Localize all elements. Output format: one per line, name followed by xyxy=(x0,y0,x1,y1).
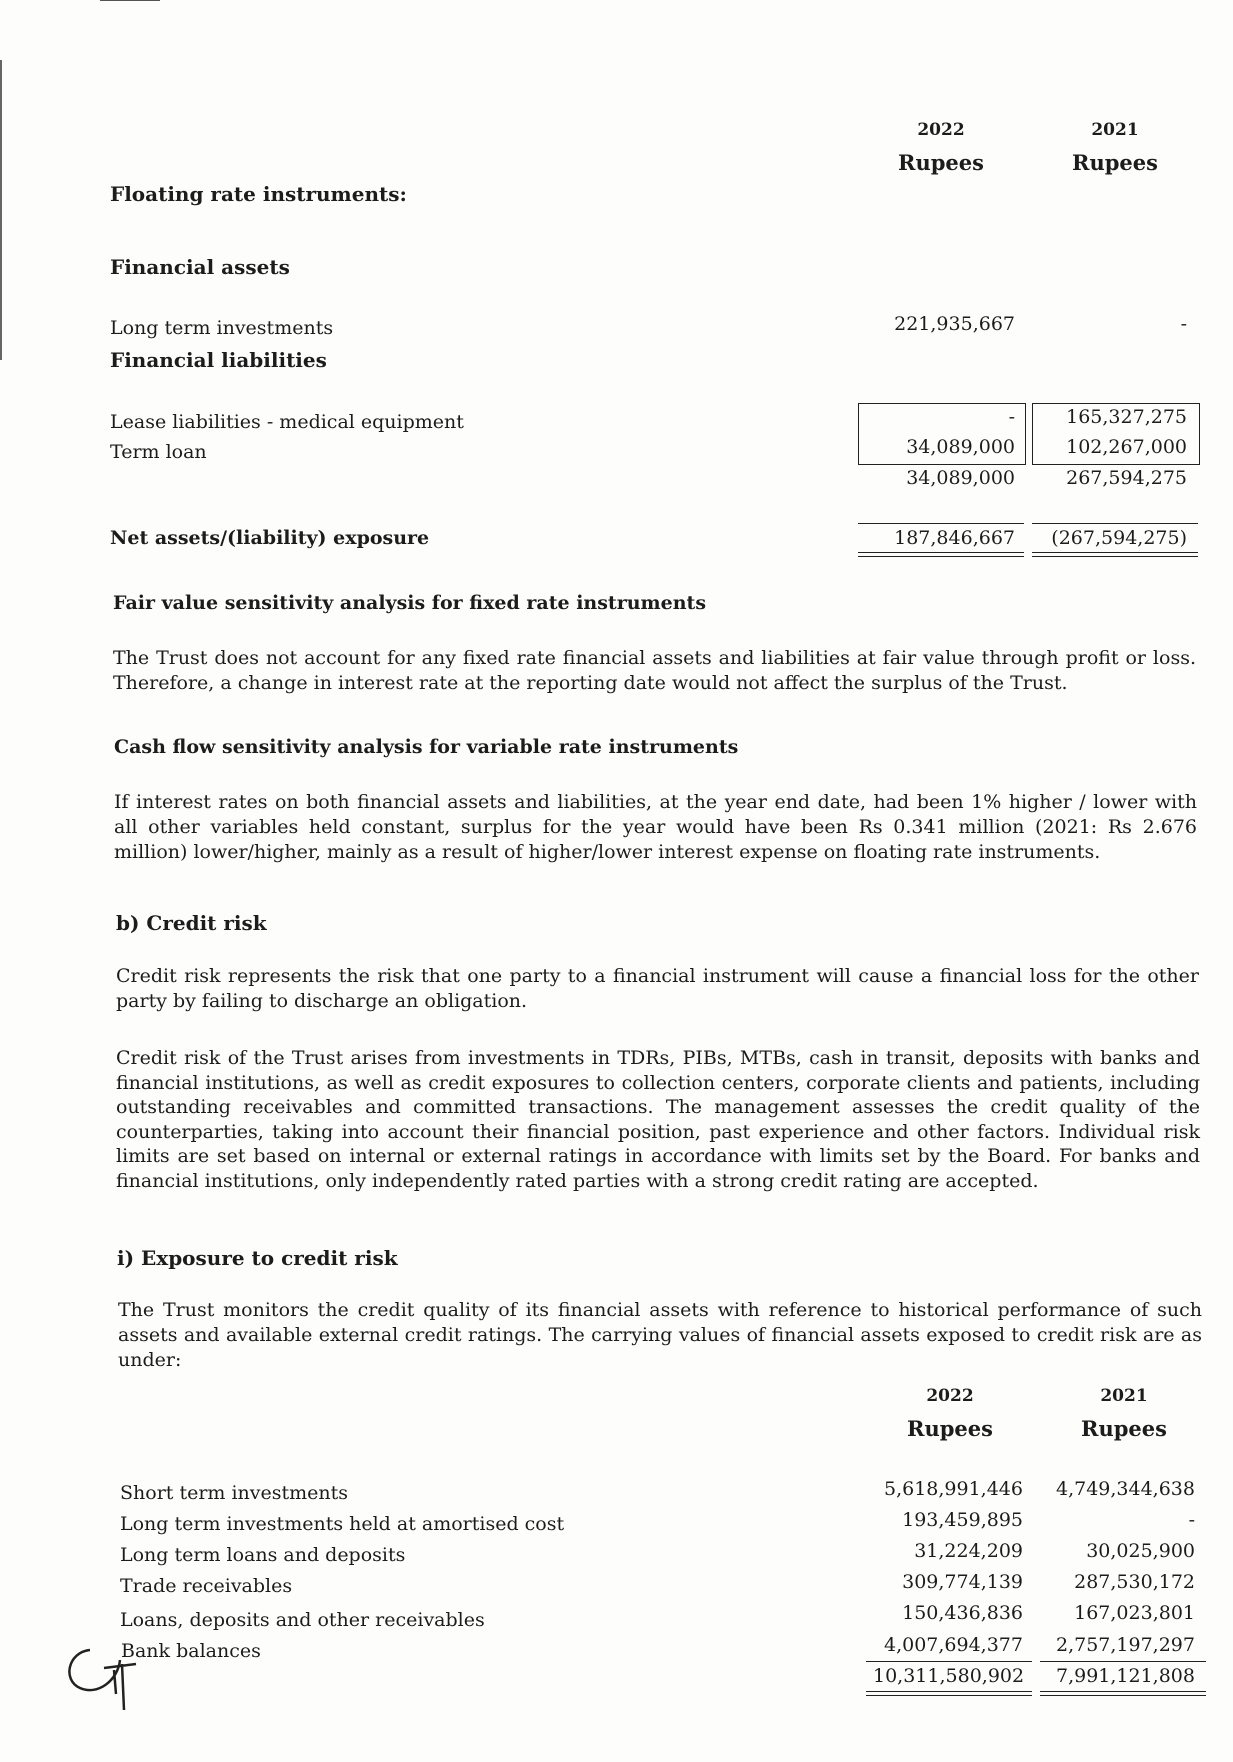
row-2022: 31,224,209 xyxy=(914,1540,1023,1562)
row-2022: 309,774,139 xyxy=(902,1571,1023,1593)
cash-flow-text: If interest rates on both financial assets and liabilities, at the year end date, had been 1% higher / lower with all other variables held constant, surplus for the year would have been Rs 0.341 million (2021: Rs 2.676 million) lower/higher, mainly as a result of higher/lower interest expense on floating rate instruments. xyxy=(114,791,1197,863)
row-label: Loans, deposits and other receivables xyxy=(120,1609,485,1631)
net-exposure-label: Net assets/(liability) exposure xyxy=(110,527,430,549)
fair-value-text: The Trust does not account for any fixed rate financial assets and liabilities at fair value through profit or loss. Therefore, a change in interest rate at the reporting date would not affect the surplus of the Trust. xyxy=(113,647,1196,694)
lti-2022: 221,935,667 xyxy=(894,313,1015,335)
row-label: Trade receivables xyxy=(120,1575,293,1597)
row-2021: - xyxy=(1188,1509,1195,1531)
net-double-rule-2022 xyxy=(858,552,1024,557)
term-loan-2022: 34,089,000 xyxy=(906,436,1015,458)
exposure-unit-2022: Rupees xyxy=(907,1416,993,1441)
term-loan-2021: 102,267,000 xyxy=(1066,436,1187,458)
credit-risk-p1: Credit risk represents the risk that one party to a financial instrument will cause a financial loss for the other party by failing to discharge an obligation. xyxy=(116,965,1199,1012)
scan-edge-top xyxy=(100,0,160,1)
exposure-text: The Trust monitors the credit quality of its financial assets with reference to historical performance of such assets and available external credit ratings. The carrying values of financial assets exposed to credit risk are as under: xyxy=(118,1299,1202,1371)
row-2021: 167,023,801 xyxy=(1074,1602,1195,1624)
row-label: Short term investments xyxy=(120,1482,349,1504)
row-2022: 150,436,836 xyxy=(902,1602,1023,1624)
exposure-unit-2021: Rupees xyxy=(1081,1416,1167,1441)
financial-assets-heading: Financial assets xyxy=(110,255,290,279)
row-2022: 4,007,694,377 xyxy=(883,1634,1023,1656)
lease-2021: 165,327,275 xyxy=(1066,406,1187,428)
row-2022: 193,459,895 xyxy=(902,1509,1023,1531)
row-label: Bank balances xyxy=(121,1640,261,1662)
fair-value-heading: Fair value sensitivity analysis for fixed rate instruments xyxy=(113,592,707,614)
header-2021: 2021 xyxy=(1091,120,1139,140)
cash-flow-heading: Cash flow sensitivity analysis for variable rate instruments xyxy=(114,736,739,758)
exposure-total-2022: 10,311,580,902 xyxy=(873,1665,1025,1687)
scan-edge xyxy=(0,60,2,360)
exposure-total-rule-2022 xyxy=(866,1661,1032,1662)
net-top-rule-2022 xyxy=(858,523,1024,524)
exposure-double-rule-2021 xyxy=(1040,1691,1206,1696)
exposure-header-2021: 2021 xyxy=(1100,1386,1148,1406)
exposure-header-2022: 2022 xyxy=(926,1386,974,1406)
term-loan-label: Term loan xyxy=(110,441,207,463)
lti-label: Long term investments xyxy=(110,317,334,339)
exposure-total-rule-2021 xyxy=(1040,1661,1206,1662)
exposure-heading: i) Exposure to credit risk xyxy=(117,1246,398,1270)
row-label: Long term loans and deposits xyxy=(120,1544,406,1566)
net-exposure-2021: (267,594,275) xyxy=(1051,527,1187,549)
floating-title: Floating rate instruments: xyxy=(110,182,407,206)
lease-label: Lease liabilities - medical equipment xyxy=(110,411,464,433)
handwritten-initials xyxy=(60,1630,150,1720)
lti-2021: - xyxy=(1180,313,1187,335)
exposure-total-2021: 7,991,121,808 xyxy=(1055,1665,1195,1687)
net-exposure-2022: 187,846,667 xyxy=(894,527,1015,549)
lease-2022: - xyxy=(1008,406,1015,428)
net-top-rule-2021 xyxy=(1032,523,1198,524)
row-2021: 4,749,344,638 xyxy=(1055,1478,1195,1500)
exposure-double-rule-2022 xyxy=(866,1691,1032,1696)
row-2022: 5,618,991,446 xyxy=(883,1478,1023,1500)
row-label: Long term investments held at amortised cost xyxy=(120,1513,565,1535)
net-double-rule-2021 xyxy=(1032,552,1198,557)
credit-risk-heading: b) Credit risk xyxy=(116,911,267,935)
fl-total-2021: 267,594,275 xyxy=(1066,467,1187,489)
row-2021: 2,757,197,297 xyxy=(1055,1634,1195,1656)
row-2021: 287,530,172 xyxy=(1074,1571,1195,1593)
fl-total-2022: 34,089,000 xyxy=(906,467,1015,489)
header-2022: 2022 xyxy=(917,120,965,140)
header-unit-2021: Rupees xyxy=(1072,150,1158,175)
header-unit-2022: Rupees xyxy=(898,150,984,175)
financial-liabilities-heading: Financial liabilities xyxy=(110,348,327,372)
credit-risk-p2: Credit risk of the Trust arises from investments in TDRs, PIBs, MTBs, cash in transit, deposits with banks and financial institutions, as well as credit exposures to collection centers, corporate clients and patients, including outstanding receivables and committed transactions. The management assesses the credit quality of the counterparties, taking into account their financial position, past experience and other factors. Individual risk limits are set based on internal or external ratings in accordance with limits set by the Board. For banks and financial institutions, only independently rated parties with a strong credit rating are accepted. xyxy=(116,1047,1200,1192)
row-2021: 30,025,900 xyxy=(1086,1540,1195,1562)
